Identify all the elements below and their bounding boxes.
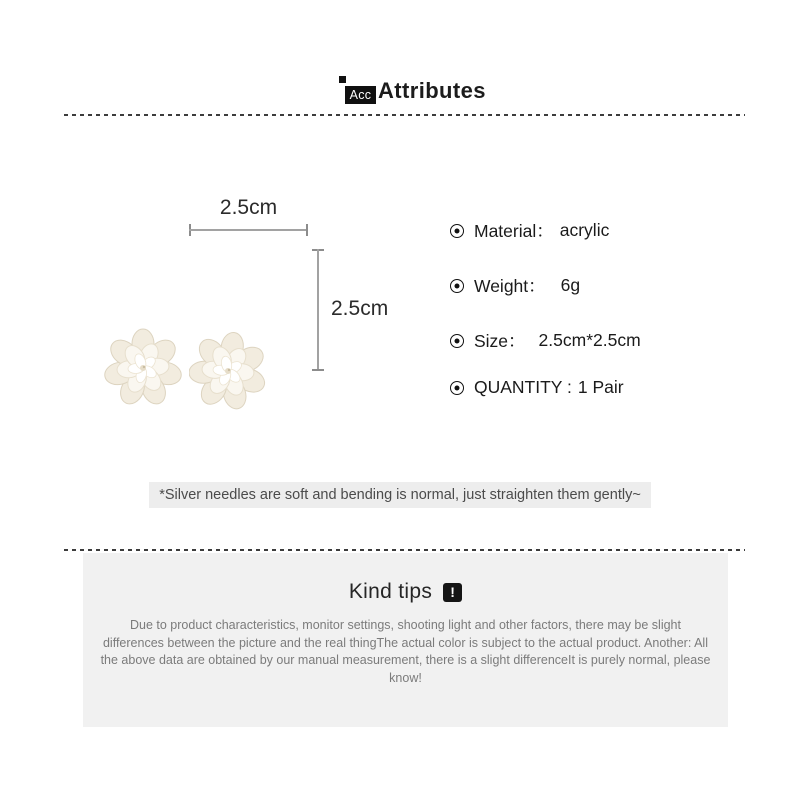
kind-tips-body: Due to product characteristics, monitor settings, shooting light and other factors, there may be slight differences between the picture and the real thingThe actual color is subject to the actual product. Another: All the above data are obtained by our manual measurement, there is a slight differenceIt is purely normal, please know! — [100, 618, 711, 685]
height-measure-line — [312, 249, 324, 371]
attribute-value: 6g — [560, 275, 581, 295]
circled-dot-bullet-icon — [450, 334, 464, 348]
kind-tips-header — [83, 580, 728, 604]
circled-dot-bullet-icon — [450, 279, 464, 293]
attribute-row-quantity — [450, 377, 624, 398]
circled-dot-bullet-icon — [450, 224, 464, 238]
attribute-row-weight — [450, 273, 580, 298]
measure-line — [317, 249, 319, 371]
kind-tips-panel — [83, 553, 728, 727]
dashed-divider-bottom — [64, 549, 745, 551]
earring-image-left — [104, 326, 182, 408]
attribute-row-material — [450, 218, 609, 243]
attribute-label: Material： — [474, 221, 554, 241]
measure-cap — [312, 369, 324, 371]
needle-care-note-text: *Silver needles are soft and bending is normal, just straighten them gently~ — [149, 482, 651, 508]
width-dimension-label: 2.5cm — [219, 196, 278, 219]
width-measure-line — [189, 224, 308, 236]
earring-image-right — [189, 329, 267, 411]
attribute-row-size — [450, 328, 641, 353]
needle-care-note — [0, 482, 800, 508]
attribute-label: QUANTITY : — [474, 377, 572, 397]
kind-tips-title: Kind tips — [348, 580, 433, 603]
height-dimension-label: 2.5cm — [331, 297, 389, 320]
attribute-value: 1 Pair — [577, 377, 624, 397]
measure-line — [189, 229, 308, 231]
acc-badge: Acc — [345, 86, 376, 104]
circled-dot-bullet-icon — [450, 381, 464, 395]
measure-cap — [306, 224, 308, 236]
exclamation-icon: ! — [443, 583, 462, 602]
page-title: Attributes — [378, 78, 486, 103]
dashed-divider-top — [64, 114, 745, 116]
attribute-value: acrylic — [559, 220, 610, 240]
attribute-label: Weight： — [474, 276, 546, 296]
attribute-label: Size： — [474, 331, 526, 351]
attribute-value: 2.5cm*2.5cm — [538, 330, 641, 350]
decorative-square-icon — [339, 76, 346, 83]
